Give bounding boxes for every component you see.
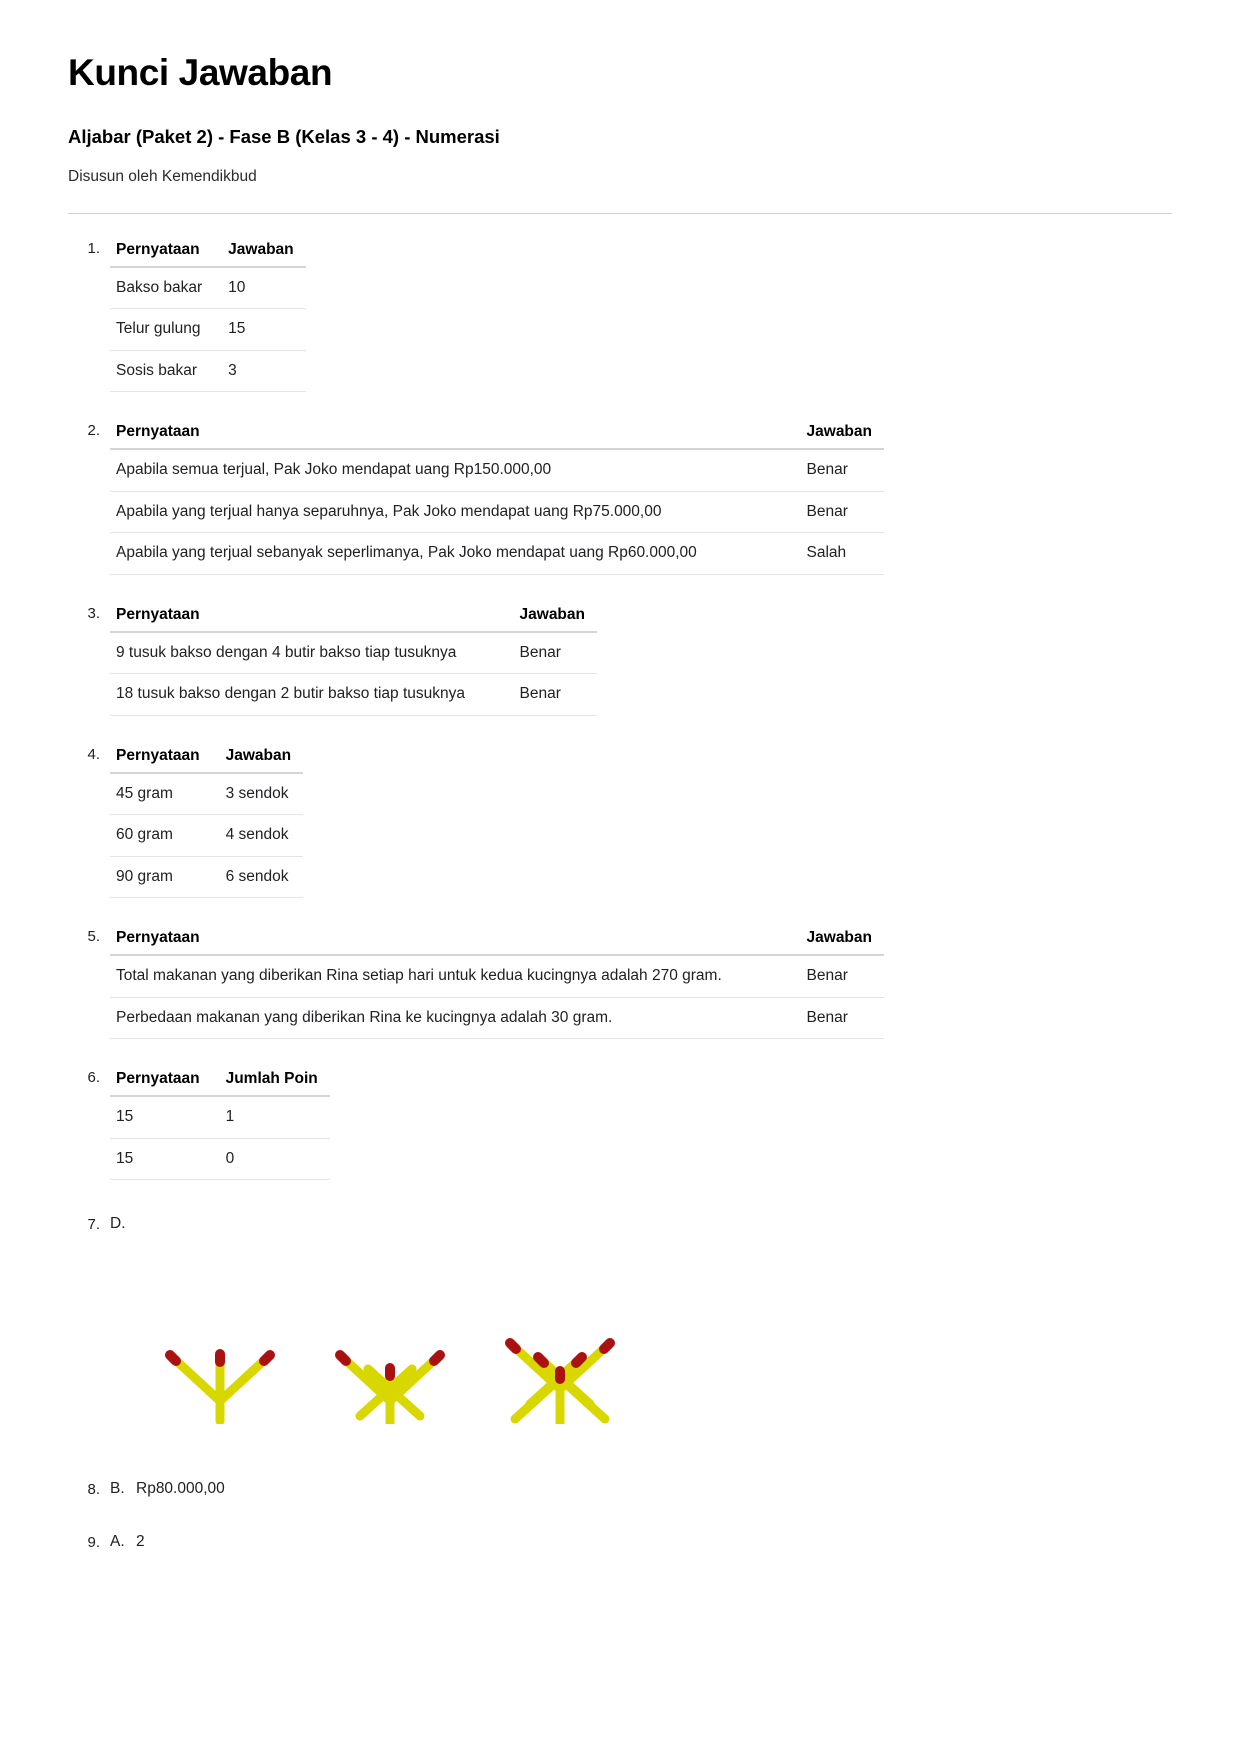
column-header-statement: Pernyataan (110, 420, 793, 449)
table-row (110, 1096, 330, 1138)
table-row (110, 1138, 330, 1179)
column-header-answer: Jawaban (793, 420, 884, 449)
column-header-answer: Jawaban (793, 926, 884, 955)
cell-points: 1 (212, 1096, 330, 1138)
table-row (110, 955, 884, 997)
table-header-row (110, 1067, 330, 1096)
table-row (110, 674, 597, 715)
item-number: 9. (87, 1534, 100, 1552)
cell-answer: 3 sendok (212, 773, 303, 815)
option-letter: A. (110, 1533, 125, 1551)
answer-item-5 (68, 926, 1172, 1039)
cell-answer: 15 (214, 309, 305, 350)
table-row (110, 533, 884, 574)
answer-table-5 (110, 926, 884, 1039)
item-number: 8. (87, 1481, 100, 1499)
cell-answer: 6 sendok (212, 856, 303, 897)
table-row (110, 449, 884, 491)
table-row (110, 491, 884, 532)
table-header-row (110, 238, 306, 267)
answer-item-6 (68, 1067, 1172, 1180)
cell-answer: Benar (793, 449, 884, 491)
answer-item-3 (68, 603, 1172, 716)
matchstick-group-3 (510, 1343, 610, 1424)
cell-statement: 9 tusuk bakso dengan 4 butir bakso tiap tusuknya (110, 632, 506, 674)
table-row (110, 997, 884, 1038)
answer-table-4 (110, 744, 303, 898)
header-divider (68, 213, 1172, 214)
cell-answer: 4 sendok (212, 815, 303, 856)
item-body (110, 238, 1172, 392)
cell-statement: Perbedaan makanan yang diberikan Rina ke kucingnya adalah 30 gram. (110, 997, 793, 1038)
item-body (110, 1067, 1172, 1180)
match-tip (434, 1355, 440, 1361)
column-header-answer: Jawaban (214, 238, 305, 267)
column-header-answer: Jawaban (506, 603, 597, 632)
answer-item-4 (68, 744, 1172, 898)
answer-item-7 (68, 1214, 1172, 1433)
page-title: Kunci Jawaban (68, 52, 333, 93)
matchstick-group-1 (170, 1354, 270, 1421)
table-row (110, 773, 303, 815)
match-tip (576, 1357, 582, 1363)
matchstick-group-2 (340, 1355, 440, 1424)
table-row (110, 815, 303, 856)
item-body (110, 420, 1172, 574)
answer-table-3 (110, 603, 597, 716)
page-byline: Disusun oleh Kemendikbud (68, 168, 257, 185)
item-number: 6. (87, 1069, 100, 1087)
table-row (110, 350, 306, 391)
item-number: 2. (87, 422, 100, 440)
matchstick-pattern-svg (110, 1249, 670, 1424)
column-header-statement: Pernyataan (110, 744, 212, 773)
match-tip (170, 1355, 176, 1361)
cell-answer: Benar (506, 674, 597, 715)
item-body (110, 1214, 1172, 1433)
table-header-row (110, 744, 303, 773)
answer-table-6 (110, 1067, 330, 1180)
item-body (110, 926, 1172, 1039)
answer-item-8 (68, 1479, 1172, 1498)
cell-statement: 60 gram (110, 815, 212, 856)
cell-answer: Salah (793, 533, 884, 574)
table-header-row (110, 926, 884, 955)
column-header-answer: Jawaban (212, 744, 303, 773)
cell-statement: Telur gulung (110, 309, 214, 350)
item-body (110, 603, 1172, 716)
item-number: 5. (87, 928, 100, 946)
cell-statement: Apabila yang terjual sebanyak seperlimanya, Pak Joko mendapat uang Rp60.000,00 (110, 533, 793, 574)
option-letter: B. (110, 1480, 125, 1498)
column-header-statement: Pernyataan (110, 926, 793, 955)
cell-statement: Total makanan yang diberikan Rina setiap hari untuk kedua kucingnya adalah 270 gram. (110, 955, 793, 997)
cell-statement: 15 (110, 1096, 212, 1138)
cell-statement: 45 gram (110, 773, 212, 815)
item-number: 3. (87, 604, 100, 622)
match-tip (604, 1343, 610, 1349)
cell-answer: Benar (506, 632, 597, 674)
option-text: Rp80.000,00 (136, 1480, 225, 1498)
page-subtitle: Aljabar (Paket 2) - Fase B (Kelas 3 - 4) - Numerasi (68, 126, 500, 147)
table-header-row (110, 603, 597, 632)
answer-option-row (110, 1532, 1172, 1551)
cell-statement: Apabila semua terjual, Pak Joko mendapat uang Rp150.000,00 (110, 449, 793, 491)
item-number: 7. (87, 1216, 100, 1234)
table-row (110, 267, 306, 309)
answer-table-2 (110, 420, 884, 574)
table-row (110, 856, 303, 897)
cell-answer: 3 (214, 350, 305, 391)
match-tip (510, 1343, 516, 1349)
item-body (110, 1479, 1172, 1498)
table-row (110, 632, 597, 674)
column-header-statement: Pernyataan (110, 238, 214, 267)
option-letter: D. (110, 1215, 126, 1233)
column-header-statement: Pernyataan (110, 1067, 212, 1096)
cell-answer: Benar (793, 997, 884, 1038)
answer-item-1 (68, 238, 1172, 392)
column-header-points: Jumlah Poin (212, 1067, 330, 1096)
cell-statement: Bakso bakar (110, 267, 214, 309)
table-header-row (110, 420, 884, 449)
cell-statement: 90 gram (110, 856, 212, 897)
match-tip (340, 1355, 346, 1361)
item-body (110, 1532, 1172, 1551)
answer-item-9 (68, 1532, 1172, 1551)
cell-answer: 10 (214, 267, 305, 309)
cell-answer: Benar (793, 491, 884, 532)
answer-option-row (110, 1214, 1172, 1233)
answer-list (68, 238, 1172, 1551)
answer-table-1 (110, 238, 306, 392)
item-body (110, 744, 1172, 898)
matchstick-pattern-figure (110, 1249, 1172, 1429)
cell-answer: Benar (793, 955, 884, 997)
answer-item-2 (68, 420, 1172, 574)
cell-points: 0 (212, 1138, 330, 1179)
match-tip (264, 1355, 270, 1361)
answer-option-row (110, 1479, 1172, 1498)
match-tip (538, 1357, 544, 1363)
cell-statement: 18 tusuk bakso dengan 2 butir bakso tiap tusuknya (110, 674, 506, 715)
table-row (110, 309, 306, 350)
column-header-statement: Pernyataan (110, 603, 506, 632)
cell-statement: 15 (110, 1138, 212, 1179)
cell-statement: Sosis bakar (110, 350, 214, 391)
item-number: 4. (87, 745, 100, 763)
item-number: 1. (87, 240, 100, 257)
option-text: 2 (136, 1533, 145, 1551)
cell-statement: Apabila yang terjual hanya separuhnya, Pak Joko mendapat uang Rp75.000,00 (110, 491, 793, 532)
